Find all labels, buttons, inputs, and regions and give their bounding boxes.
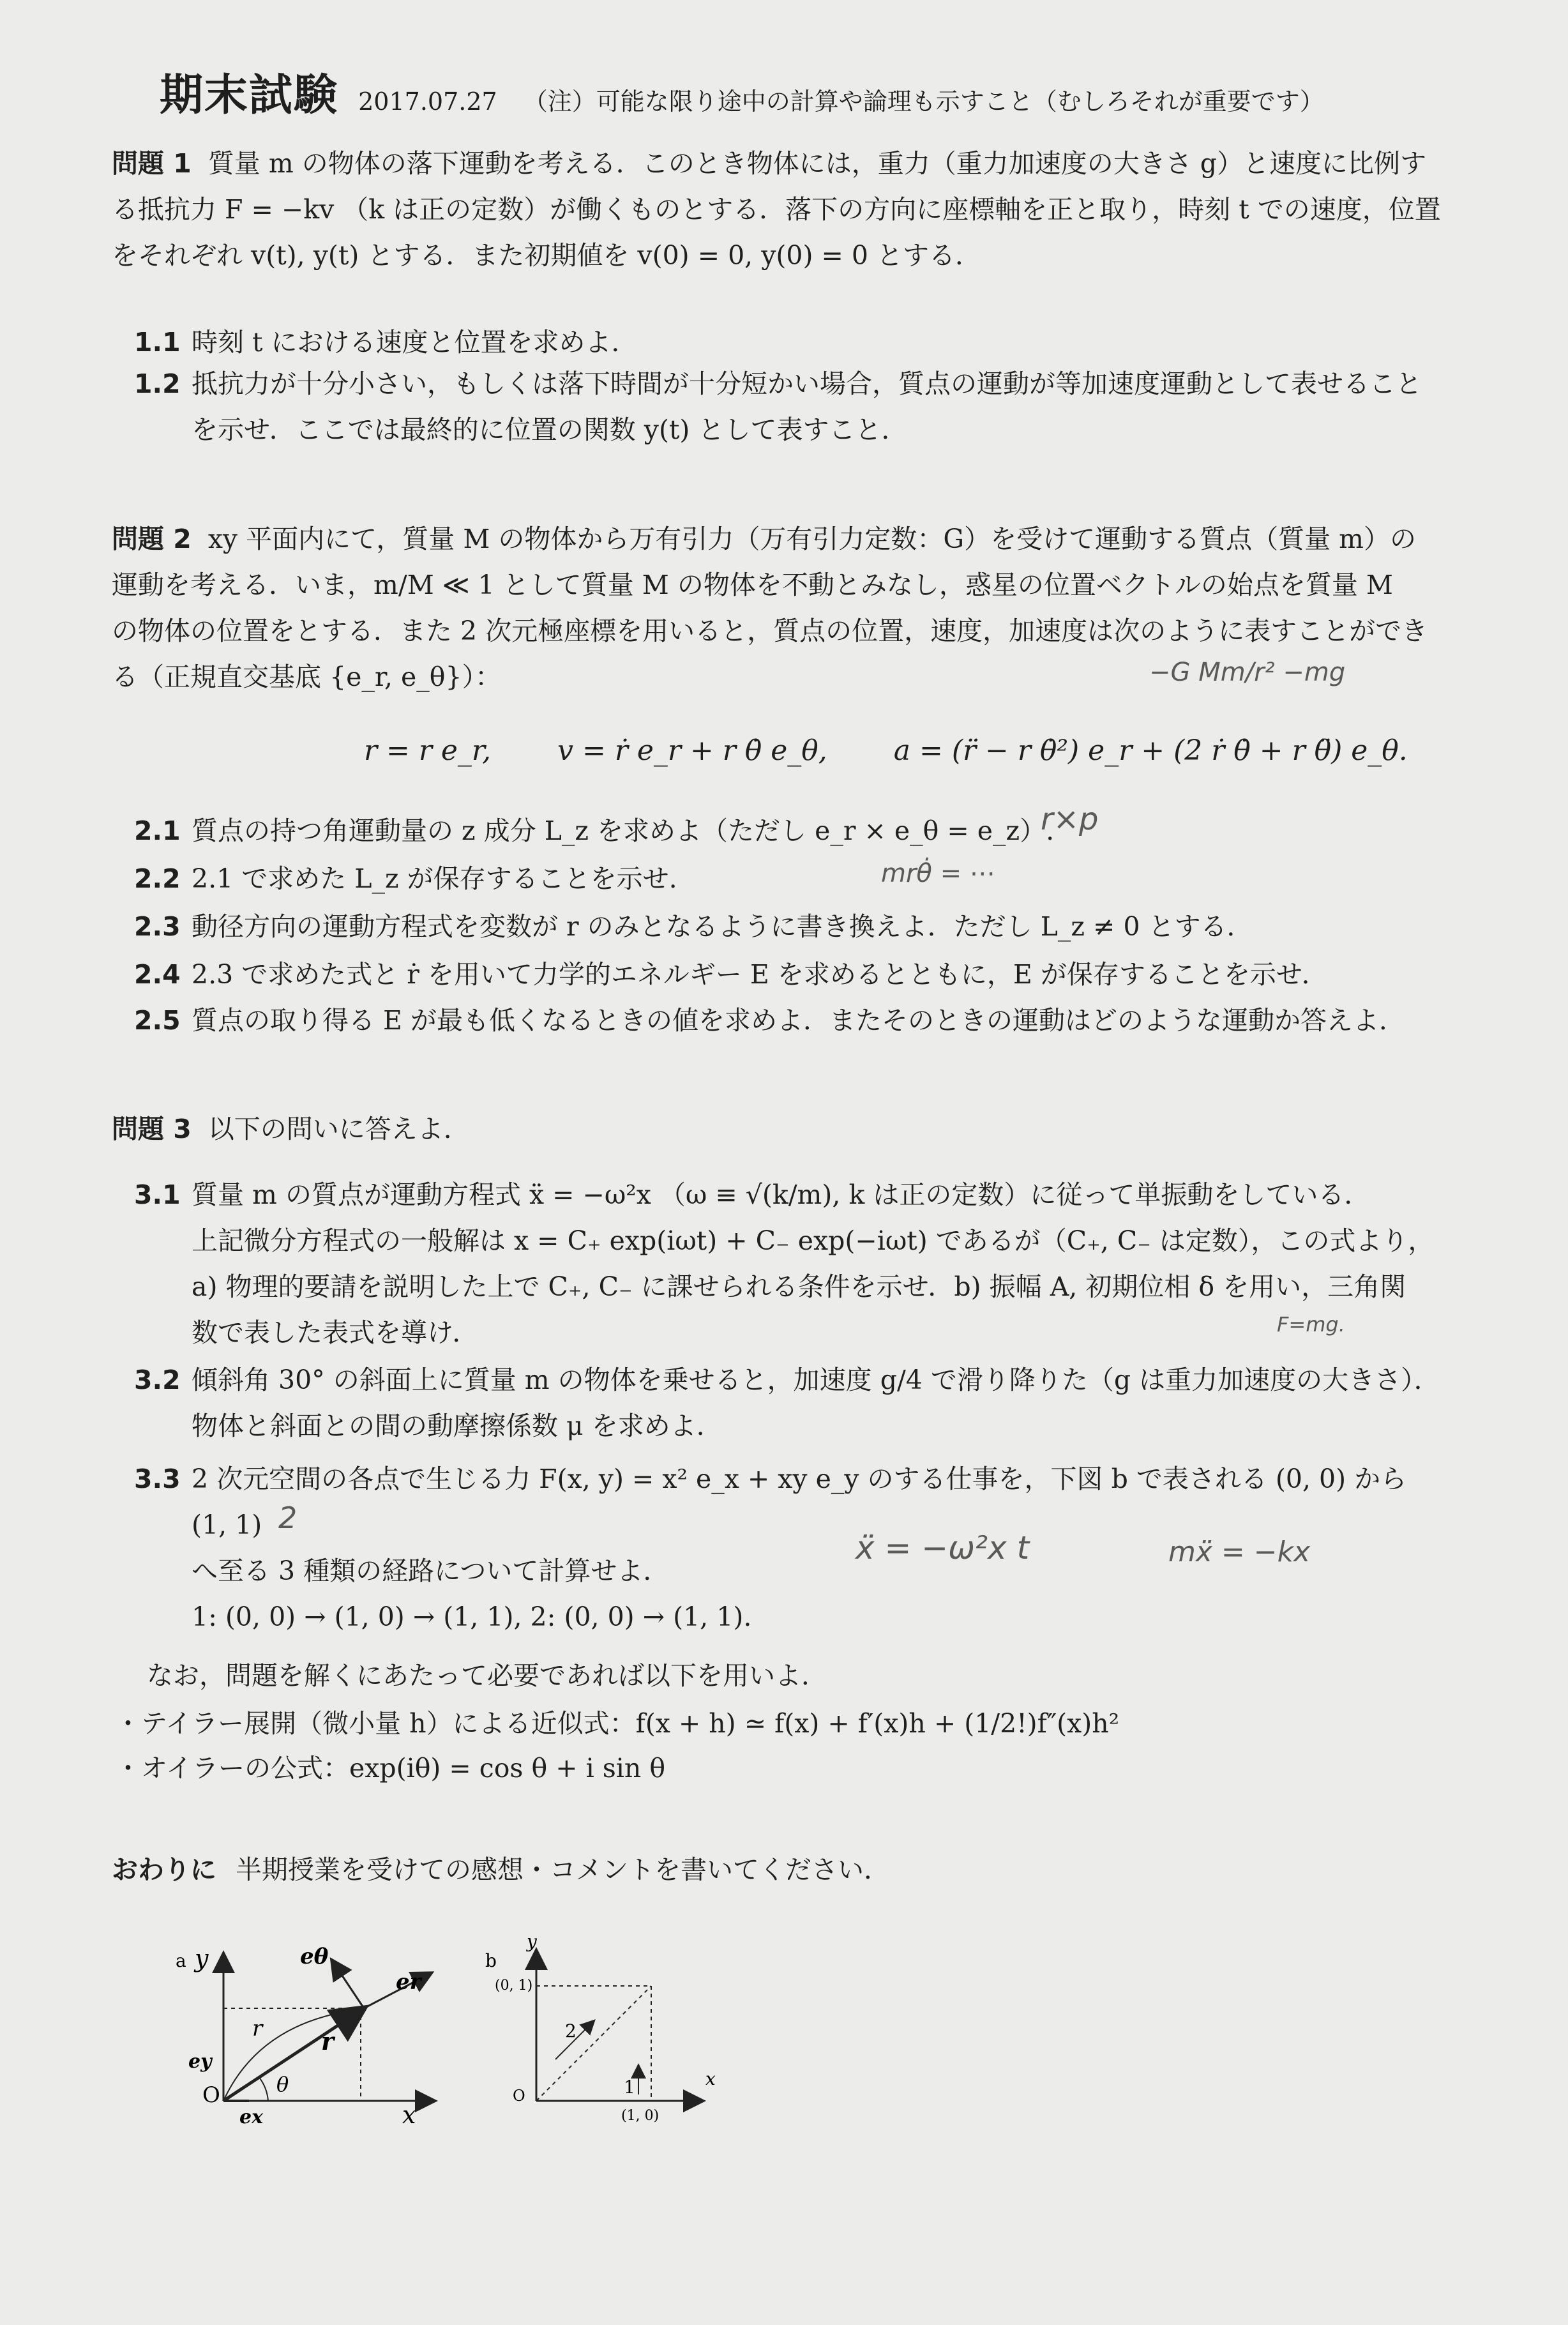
closing-label: おわりに	[112, 1854, 216, 1885]
figure-b-path-1-label: 1	[624, 2077, 635, 2098]
figure-a-etheta-vector	[332, 1960, 364, 2008]
problem-2-line-4: る（正規直交基底 {e_r, e_θ}）：	[112, 662, 502, 692]
problem-2-line-3: の物体の位置をとする．また 2 次元極座標を用いると，質点の位置，速度，加速度は次のように表すことができ	[112, 616, 1428, 646]
figure-a-ey-label: ey	[188, 2050, 212, 2073]
problem-2-line-2: 運動を考える．いま，m/M ≪ 1 として質量 M の物体を不動とみなし，惑星の位置ベクトルの始点を質量 M	[112, 570, 1393, 600]
figure-b-y-label: y	[527, 1931, 537, 1952]
closing	[112, 1849, 890, 1886]
question-3-2: 3.2 傾斜角 30° の斜面上に質量 m の物体を乗せると，加速度 g/4 で滑り降りた（g は重力加速度の大きさ）． 物体と斜面との間の動摩擦係数 μ を求めよ．	[134, 1365, 1440, 1441]
question-2-1: 2.1 質点の持つ角運動量の z 成分 L_z を求めよ（ただし e_r × e_θ = e_z）.	[134, 815, 1055, 846]
handwritten-angular-note: mrθ̇ = ⋯	[881, 859, 995, 888]
figure-b-paths	[482, 1909, 725, 2126]
figure-a-er-label: er	[396, 1969, 421, 1995]
hint-taylor: ・テイラー展開（微小量 h）による近似式：f(x + h) ≃ f(x) + f′(x)h + (1/2!)f″(x)h²	[115, 1708, 1120, 1739]
problem-3-label: 問題 3	[112, 1114, 192, 1144]
figure-b-x-label: x	[705, 2068, 716, 2089]
figure-a-label: a	[176, 1950, 186, 1971]
figure-a-ex-label: ex	[239, 2106, 263, 2126]
question-3-1: 3.1 質量 m の質点が運動方程式 ẍ = −ω²x （ω ≡ √(k/m), k は正の定数）に従って単振動をしている． 上記微分方程式の一般解は x = C₊ exp(iωt) + C₋ exp(−iωt) であるが（C₊, C₋ は定数），この式より， a) 物理的要請を説明した上で C₊, C₋ に課せられる条件を示せ．b) 振幅 A, 初期位相 δ を用い，三角関 数で表した表式を導け．	[134, 1179, 1435, 1348]
figure-b-label: b	[485, 1950, 497, 1971]
question-2-2: 2.2 2.1 で求めた L_z が保存することを示せ.	[134, 863, 677, 894]
hints-intro: なお，問題を解くにあたって必要であれば以下を用いよ．	[147, 1660, 827, 1691]
formula-velocity: v = ṙ e_r + r θ̇ e_θ,	[557, 734, 827, 767]
figure-a-theta-arc	[259, 2077, 268, 2101]
handwritten-fmg-note: F=mg.	[1277, 1312, 1345, 1337]
problem-3	[112, 1106, 1459, 1152]
question-2-5: 2.5 質点の取り得る E が最も低くなるときの値を求めよ．またそのときの運動はどのような運動か答えよ．	[134, 1005, 1405, 1036]
problem-1-label: 問題 1	[112, 148, 192, 179]
problem-1-line-1: 問題 1 質量 m の物体の落下運動を考える．このとき物体には，重力（重力加速度の大きさ g）と速度に比例す	[112, 148, 1427, 179]
exam-title: 期末試験	[160, 70, 339, 121]
handwritten-ode-note: ẍ = −ω²x t	[856, 1529, 1030, 1566]
figure-a-origin: O	[202, 2082, 220, 2108]
problem-3-intro: 以下の問いに答えよ．	[207, 1114, 470, 1144]
question-2-4: 2.4 2.3 で求めた式と ṙ を用いて力学的エネルギー E を求めるとともに，E が保存することを示せ．	[134, 959, 1328, 990]
polar-formula	[364, 734, 1465, 767]
figure-b-origin: O	[513, 2087, 525, 2105]
problem-1-line-2: る抵抗力 F = −kv （k は正の定数）が働くものとする．落下の方向に座標軸を正と取り，時刻 t での速度，位置	[112, 194, 1441, 225]
figure-a-etheta-label: eθ	[300, 1944, 329, 1969]
question-1-1: 1.1 時刻 t における速度と位置を求めよ．	[134, 327, 638, 358]
figure-a-r-scalar: r	[252, 2016, 263, 2041]
handwritten-rxp-note: r×p	[1041, 801, 1099, 837]
figure-b-point-10: (1, 0)	[621, 2108, 660, 2124]
formula-position: r = r e_r,	[364, 734, 492, 767]
closing-text: 半期授業を受けての感想・コメントを書いてください．	[236, 1854, 890, 1885]
figure-a-polar-vectors	[163, 1909, 469, 2126]
formula-acceleration: a = (r̈ − r θ̇²) e_r + (2 ṙ θ̇ + r θ̈) e_θ.	[893, 734, 1408, 767]
exam-note: （注）可能な限り途中の計算や論理も示すこと（むしろそれが重要です）	[523, 87, 1324, 116]
problem-1-line-3: をそれぞれ v(t), y(t) とする．また初期値を v(0) = 0, y(0) = 0 とする．	[112, 240, 982, 271]
figure-a-y-label: y	[195, 1944, 209, 1973]
question-1-2: 1.2 抵抗力が十分小さい，もしくは落下時間が十分短かい場合，質点の運動が等加速度運動として表せること を示せ．ここでは最終的に位置の関数 y(t) として表すこと．	[134, 368, 1422, 445]
handwritten-eom-note: mẍ = −kx	[1168, 1536, 1311, 1568]
problem-1	[112, 140, 1459, 278]
header	[160, 61, 1324, 123]
question-2-3: 2.3 動径方向の運動方程式を変数が r のみとなるように書き換えよ．ただし L_z ≠ 0 とする．	[134, 911, 1253, 942]
figure-a-r-vector	[223, 2008, 364, 2101]
figure-a-x-label: x	[402, 2101, 416, 2126]
question-3-3: 3.3 2 次元空間の各点で生じる力 F(x, y) = x² e_x + xy e_y のする仕事を，下図 b で表される (0, 0) から (1, 1) へ至る 3 種類の経路について計算せよ． 1: (0, 0) → (1, 0) → (1, 1), 2: (0, 0) → (1, 1).	[134, 1464, 1407, 1632]
handwritten-two-note: 2	[278, 1501, 298, 1535]
exam-date: 2017.07.27	[358, 87, 497, 116]
hint-euler: ・オイラーの公式：exp(iθ) = cos θ + i sin θ	[115, 1753, 666, 1784]
problem-2-label: 問題 2	[112, 524, 192, 554]
figure-b-point-01: (0, 1)	[495, 1978, 533, 1994]
figure-b-path-2-label: 2	[565, 2020, 577, 2041]
handwritten-gravity-note: −G Mm/r² −mg	[1149, 658, 1346, 687]
figure-a-theta-label: θ	[276, 2072, 289, 2096]
figure-a-r-vector-label: r	[321, 2027, 335, 2056]
problem-2-line-1: 問題 2 xy 平面内にて，質量 M の物体から万有引力（万有引力定数：G）を受けて運動する質点（質量 m）の	[112, 524, 1417, 554]
